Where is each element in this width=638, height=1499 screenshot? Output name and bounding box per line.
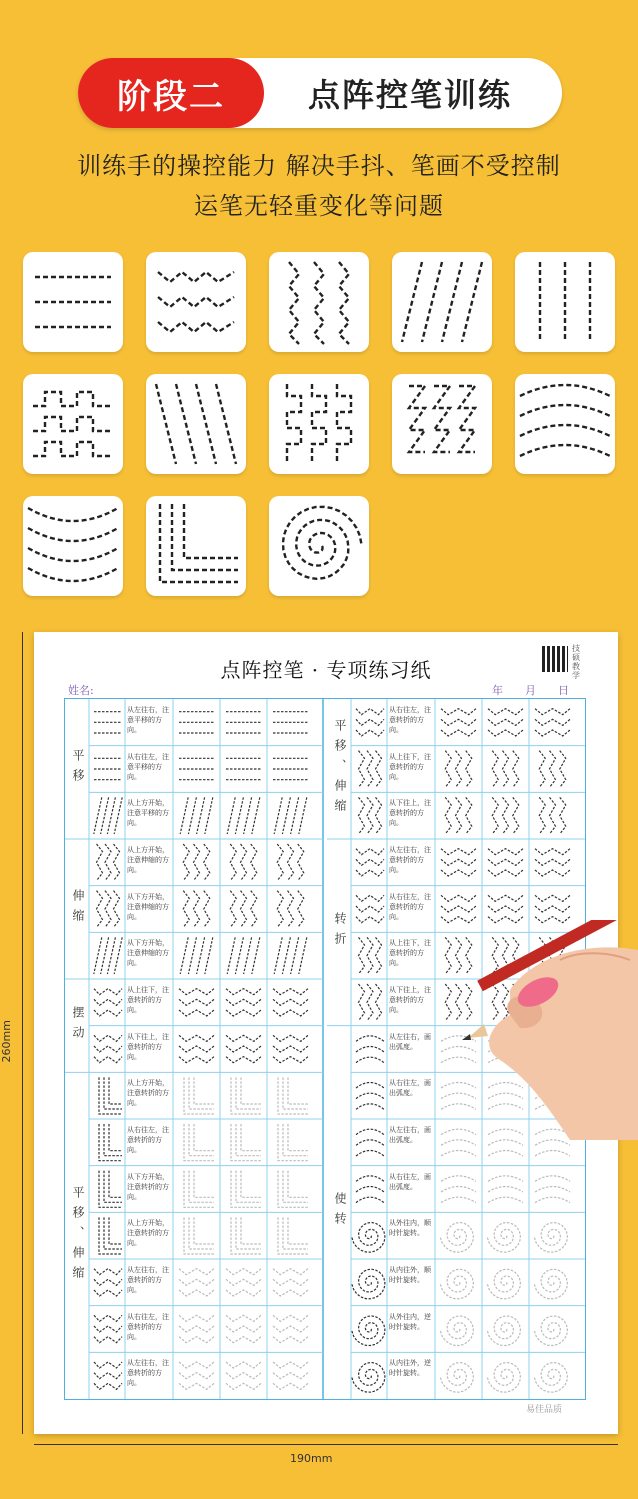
vertical-zigzag-icon [269,252,369,352]
right-instruction: 从左往右，画出弧度。 [389,1032,431,1051]
right-instruction: 从内往外，顺时针旋转。 [389,1266,431,1284]
left-instruction: 从左往右，注意转折的方向。 [127,1266,169,1294]
stage-label: 阶段二 [78,58,264,128]
right-instruction: 从下往上，注意转折的方向。 [389,799,431,828]
backslash-lines-icon [146,374,246,474]
right-instruction: 从左往右，画出弧度。 [389,1126,431,1144]
subtitle-line-1: 训练手的操控能力 解决手抖、笔画不受控制 [77,152,561,180]
square-wave-icon [23,374,123,474]
right-group-label: 转折 [333,912,347,953]
date-label: 年 月 日 [492,684,569,697]
left-instruction: 从上往下，注意转折的方向。 [127,986,169,1014]
right-instruction: 从内往外，逆时针旋转。 [389,1359,431,1378]
horizontal-dashes-icon [23,252,123,352]
right-instruction: 从右往左，注意转折的方向。 [389,706,431,734]
arcs-up-icon [23,496,123,596]
vertical-lines-icon [515,252,615,352]
left-instruction: 从上方开始，注意转折的方向。 [127,1219,169,1248]
arcs-up-icon [23,496,123,596]
name-label: 姓名: [68,684,94,697]
right-instruction: 从下往上，注意转折的方向。 [389,986,431,1014]
subtitle-line-2: 运笔无轻重变化等问题 [194,192,444,220]
right-instruction: 从右往左，画出弧度。 [389,1172,431,1191]
zigzag-lines-icon [146,252,246,352]
right-instruction: 从右往左，画出弧度。 [389,1079,431,1098]
left-group-label: 平移、伸缩 [71,1185,85,1286]
left-instruction: 从右往左，注意转折的方向。 [127,1126,169,1154]
z-zigzag-icon [392,374,492,474]
right-instruction: 从右往左，注意转折的方向。 [389,892,431,921]
horizontal-dashes-icon [23,252,123,352]
left-instruction: 从下方开始，注意转折的方向。 [127,1172,169,1201]
spiral-icon [269,496,369,596]
footer-brand: 易佳品质 [526,1405,563,1415]
arcs-down-icon [515,374,615,474]
hand-with-pencil-image [440,920,638,1140]
corner-l-icon [146,496,246,596]
qr-caption: 技硕教学 [572,644,580,680]
sheet-title: 点阵控笔 · 专项练习纸 [220,658,432,682]
square-wave-icon [23,374,123,474]
z-zigzag-icon [392,374,492,474]
left-instruction: 从上方开始，注意转折的方向。 [127,1079,169,1108]
left-instruction: 从下方开始，注意伸缩的方向。 [127,892,169,921]
slanted-lines-icon [392,252,492,352]
zigzag-lines-icon [146,252,246,352]
spiral-icon [269,496,369,596]
height-dimension-label: 260mm [0,1020,13,1063]
vertical-zigzag-icon [269,252,369,352]
right-instruction: 从上往下，注意转折的方向。 [389,939,431,968]
corner-l-icon [146,496,246,596]
vertical-square-wave-icon [269,374,369,474]
left-instruction: 从右往左，注意平移的方向。 [127,752,169,781]
left-group-label: 摆动 [71,1005,85,1046]
arcs-down-icon [515,374,615,474]
stage-title: 点阵控笔训练 [307,76,512,114]
vertical-square-wave-icon [269,374,369,474]
left-instruction: 从右往左，注意转折的方向。 [127,1312,169,1341]
right-instruction: 从外往内，逆时针旋转。 [389,1312,431,1331]
backslash-lines-icon [146,374,246,474]
right-group-label: 使转 [333,1192,347,1233]
left-instruction: 从左往右，注意转折的方向。 [127,1359,169,1388]
left-instruction: 从上方开始，注意平移的方向。 [127,799,169,828]
right-instruction: 从左往右，注意转折的方向。 [389,846,431,874]
vertical-lines-icon [515,252,615,352]
left-instruction: 从下方开始，注意伸缩的方向。 [127,939,169,968]
right-instruction: 从外往内，顺时针旋转。 [389,1219,431,1238]
left-instruction: 从左往右，注意平移的方向。 [127,706,169,734]
left-group-label: 伸缩 [71,889,85,929]
right-group-label: 平移、伸缩 [333,719,347,819]
left-group-label: 平移 [71,749,85,789]
width-dimension-line [34,1444,618,1445]
right-instruction: 从上往下，注意转折的方向。 [389,752,431,781]
left-instruction: 从下往上，注意转折的方向。 [127,1032,169,1061]
left-instruction: 从上方开始，注意伸缩的方向。 [127,846,169,874]
qr-code-icon [542,646,568,672]
width-dimension-label: 190mm [290,1452,333,1465]
height-dimension-line [22,632,23,1434]
slanted-lines-icon [392,252,492,352]
